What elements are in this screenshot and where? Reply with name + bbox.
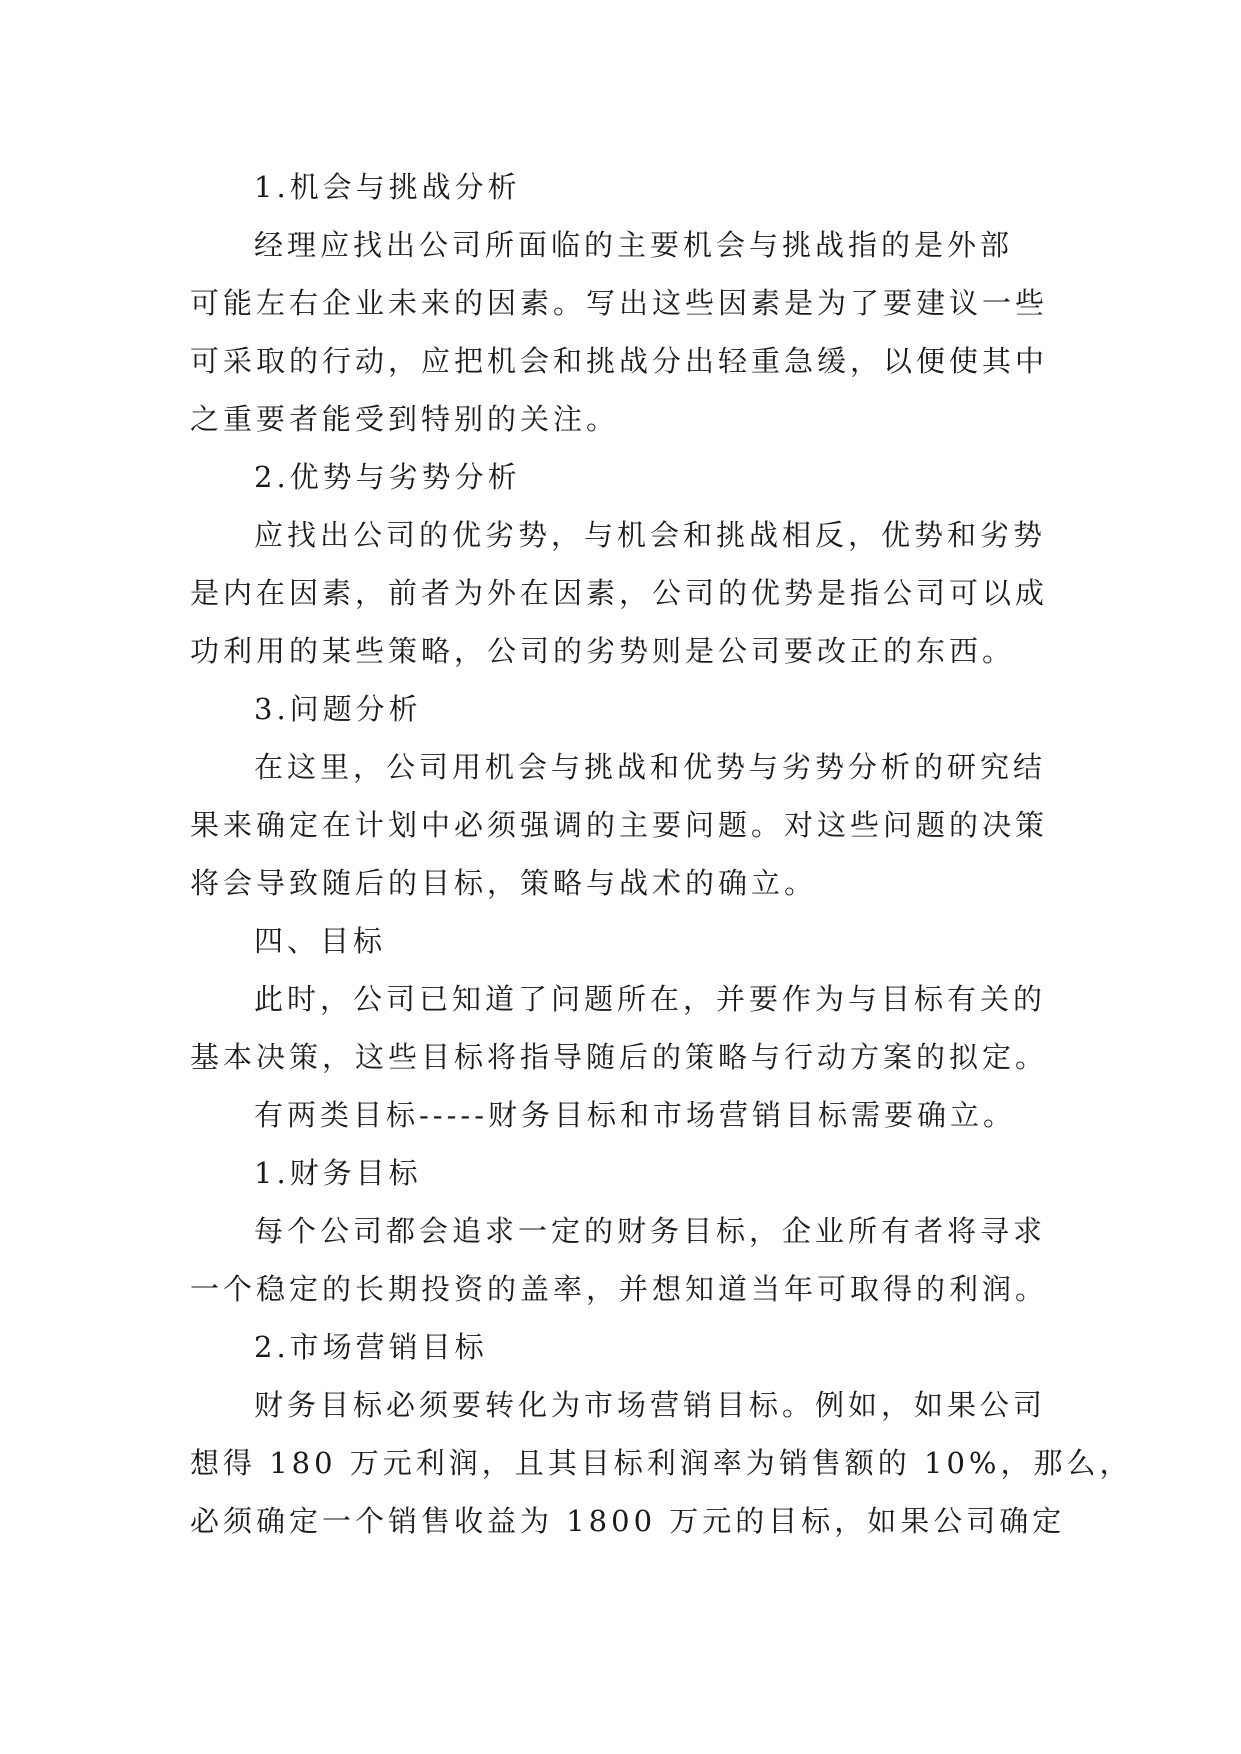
heading-text: 2.优势与劣势分析 xyxy=(254,460,521,494)
heading-text: 四、目标 xyxy=(254,924,387,958)
paragraph-line: 一个稳定的长期投资的盖率，并想知道当年可取得的利润。 xyxy=(190,1272,1049,1306)
paragraph xyxy=(190,1202,1050,1318)
heading-text: 1.财务目标 xyxy=(254,1156,422,1190)
paragraph-line: 必须确定一个销售收益为 1800 万元的目标，如果公司确定 xyxy=(190,1504,1066,1538)
section-heading xyxy=(190,912,1050,970)
paragraph-line: 在这里，公司用机会与挑战和优势与劣势分析的研究结 xyxy=(254,750,1047,784)
paragraph xyxy=(190,738,1050,912)
section-heading xyxy=(190,448,1050,506)
heading-text: 1.机会与挑战分析 xyxy=(254,170,521,204)
paragraph-line: 是内在因素，前者为外在因素，公司的优势是指公司可以成 xyxy=(190,576,1049,610)
paragraph-line: 可采取的行动，应把机会和挑战分出轻重急缓，以便使其中 xyxy=(190,344,1049,378)
section-heading xyxy=(190,1144,1050,1202)
paragraph xyxy=(190,1376,1133,1550)
paragraph-line: 可能左右企业未来的因素。写出这些因素是为了要建议一些 xyxy=(190,286,1049,320)
paragraph-line: 想得 180 万元利润，且其目标利润率为销售额的 10%，那么， xyxy=(190,1446,1133,1480)
paragraph-line: 将会导致随后的目标，策略与战术的确立。 xyxy=(190,866,818,900)
paragraph-line: 之重要者能受到特别的关注。 xyxy=(190,402,620,436)
paragraph-line: 基本决策，这些目标将指导随后的策略与行动方案的拟定。 xyxy=(190,1040,1049,1074)
paragraph xyxy=(190,216,1050,448)
paragraph-line: 此时，公司已知道了问题所在，并要作为与目标有关的 xyxy=(254,982,1047,1016)
paragraph xyxy=(190,506,1050,680)
paragraph xyxy=(190,1086,1050,1144)
paragraph-line: 应找出公司的优劣势，与机会和挑战相反，优势和劣势 xyxy=(254,518,1047,552)
paragraph-line: 果来确定在计划中必须强调的主要问题。对这些问题的决策 xyxy=(190,808,1049,842)
section-heading xyxy=(190,680,1050,738)
section-heading xyxy=(190,1318,1050,1376)
paragraph-line: 财务目标必须要转化为市场营销目标。例如，如果公司 xyxy=(254,1388,1047,1422)
paragraph xyxy=(190,970,1050,1086)
paragraph-line: 经理应找出公司所面临的主要机会与挑战指的是外部 xyxy=(254,228,1014,262)
paragraph-line: 功利用的某些策略，公司的劣势则是公司要改正的东西。 xyxy=(190,634,1016,668)
section-heading xyxy=(190,158,1050,216)
heading-text: 2.市场营销目标 xyxy=(254,1330,488,1364)
paragraph-line: 每个公司都会追求一定的财务目标，企业所有者将寻求 xyxy=(254,1214,1047,1248)
paragraph-line: 有两类目标-----财务目标和市场营销目标需要确立。 xyxy=(254,1098,1016,1132)
document-body xyxy=(190,158,1133,1550)
heading-text: 3.问题分析 xyxy=(254,692,422,726)
